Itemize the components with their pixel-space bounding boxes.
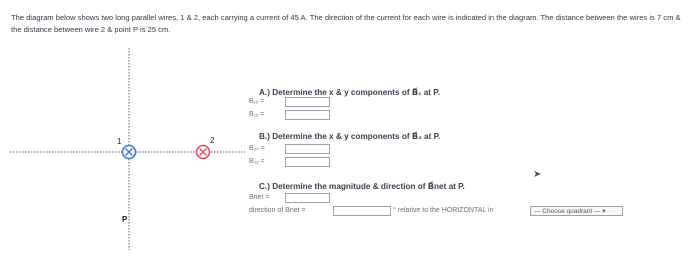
b1y-row [249,110,369,122]
part-b-title: B.) Determine the x & y components of B⃗₂ at P. [259,132,441,141]
b1y-input[interactable] [285,110,330,120]
b2x-label: B₂ₓ = [249,145,265,152]
direction-input[interactable] [333,206,391,216]
b2y-label: B₂ᵧ = [249,158,265,165]
b2x-input[interactable] [285,144,330,154]
direction-label: direction of Bnet = [249,207,306,214]
bnet-row [249,193,369,205]
quadrant-select[interactable]: --- Choose quadrant --- ▾ [530,206,623,216]
b1x-label: B₁ₓ = [249,98,265,105]
b2y-row [249,157,369,169]
b2x-row [249,144,369,156]
wire-1-label: 1 [117,137,122,146]
relative-to-horizontal-text: ° relative to the HORIZONTAL in [393,207,494,214]
problem-statement: The diagram below shows two long parallel wires, 1 & 2, each carrying a current of 45 A. The direction of the current for each wire is indicated in the diagram. The distance between the wires is 7 cm & the distance between wire 2 & point P is 25 cm. [11,13,681,34]
point-p-label: P [122,215,128,224]
b2y-input[interactable] [285,157,330,167]
bnet-input[interactable] [285,193,330,203]
b1x-input[interactable] [285,97,330,107]
wire-2-label: 2 [210,136,215,145]
part-c-title: C.) Determine the magnitude & direction of B⃗net at P. [259,182,465,191]
b1x-row [249,97,369,109]
wire-2-symbol [197,146,210,159]
part-a-title: A.) Determine the x & y components of B⃗₁ at P. [259,88,440,97]
bnet-label: Bnet = [249,194,270,201]
wire-1-symbol [123,146,136,159]
mouse-cursor-icon: ➤ [533,169,542,180]
b1y-label: B₁ᵧ = [249,111,265,118]
